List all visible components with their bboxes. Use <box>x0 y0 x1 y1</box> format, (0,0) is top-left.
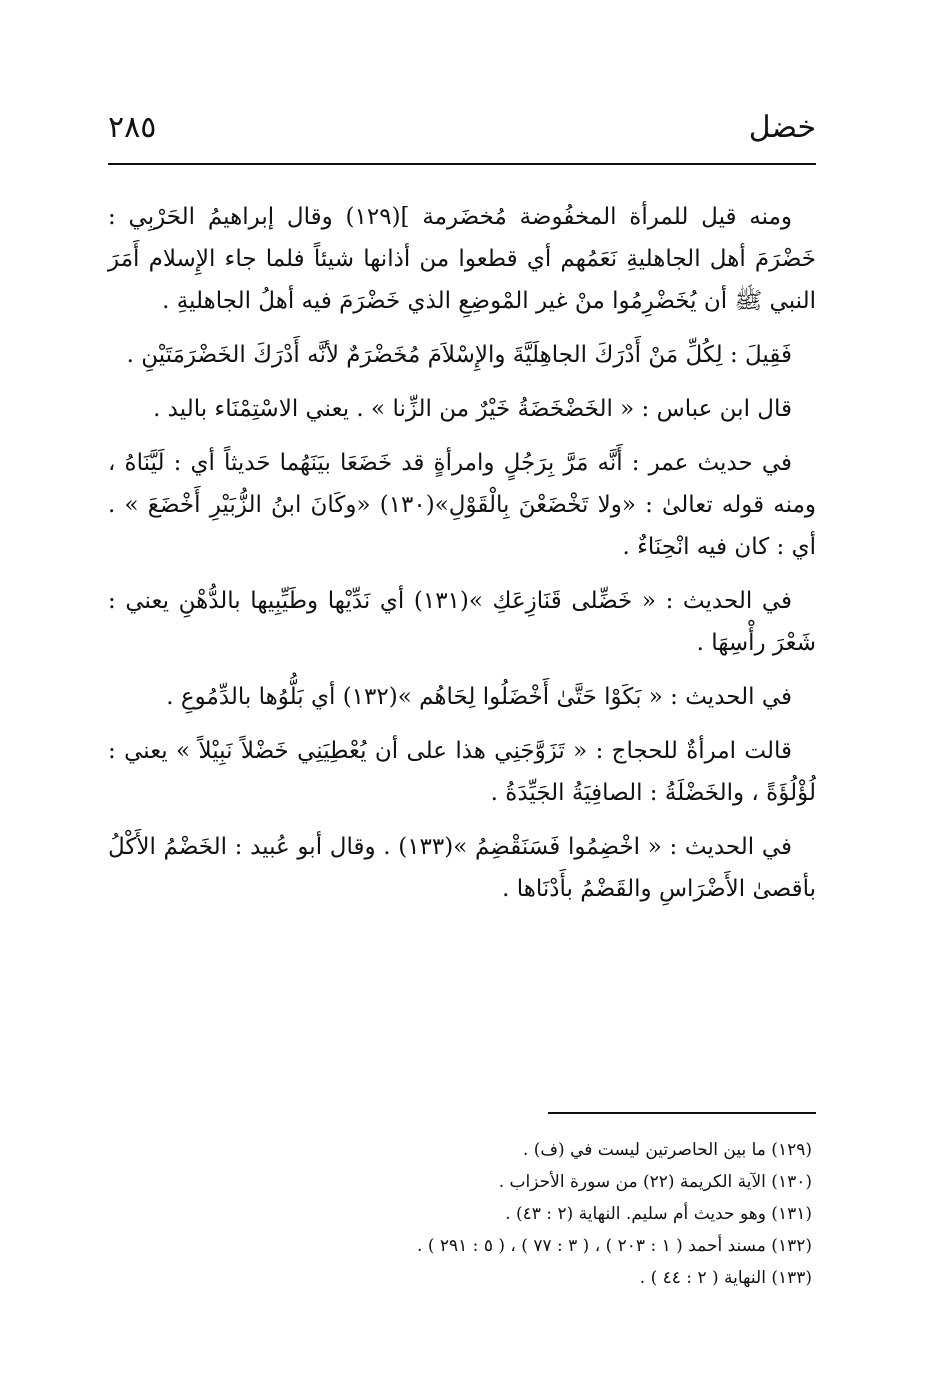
paragraph-5: في الحديث : « خَضِّلى قَنَازِعَكِ »(١٣١) أي نَدِّيْها وطَيِّبِيها بالدُّهْنِ يعني : شَعْرَ رأْسِهَا . <box>108 588 816 656</box>
footnote-133: (١٣٣) النهاية ( ٢ : ٤٤ ) . <box>639 1268 812 1288</box>
paragraph-6: في الحديث : « بَكَوْا حَتَّىٰ أَخْضَلُوا لِحَاهُم »(١٣٢) أي بَلُّوُها بالدِّمُوعِ . <box>166 684 792 710</box>
footnote-rule <box>548 1112 816 1114</box>
footnote-130: (١٣٠) الآية الكريمة (٢٢) من سورة الأحزاب . <box>498 1172 812 1192</box>
paragraph-7: قالت امرأةٌ للحجاج : « تَزَوَّجَنِي هذا على أن يُعْطِيَنِي خَضْلاً نَبِيْلاً » يعني : لُؤْلُؤَةً ، والخَضْلَةُ : الصافِيَةُ الجَيِّدَةُ . <box>108 738 816 806</box>
paragraph-1: ومنه قيل للمرأة المخفُوضة مُخضَرمة ](١٢٩) وقال إبراهيمُ الحَرْبِي : خَضْرَمَ أهل الجاهليةِ نَعَمُهم أي قطعوا من أذانها شيئاً فلما جاء الإِسلام أَمَرَ النبي ﷺ أن يُخَضْرِمُوا منْ غير المْوضِعِ الذي خَضْرَمَ فيه أهلُ الجاهليةِ . <box>108 204 816 314</box>
paragraph-3: قال ابن عباس : « الخَضْخَضَةُ خَيْرٌ من الزِّنا » . يعني الاسْتِمْنَاء باليد . <box>153 396 792 422</box>
footnote-131: (١٣١) وهو حديث أم سليم. النهاية (٢ : ٤٣) . <box>505 1204 812 1224</box>
paragraph-4: في حديث عمر : أَنَّه مَرَّ بِرَجُلٍ وامرأةٍ قد خَضَعَا بيَنَهُما حَديثاً أي : لَيَّنَاهُ ، ومنه قوله تعالىٰ : «ولا تَخْضَعْنَ بِالْقَوْلِ»(١٣٠) «وكَانَ ابنُ الزُّبَيْرِ أَخْضَعَ » . أي : كان فيه انْحِنَاءٌ . <box>108 450 816 560</box>
header-rule <box>108 163 816 165</box>
main-text <box>108 196 816 922</box>
paragraph-8: في الحديث : « اخْضِمُوا فَسَنَقْضِمُ »(١٣٣) . وقال أبو عُبيد : الخَضْمُ الأَكْلُ بأقصىٰ الأَضْرَاسِ والقَضْمُ بأَدْنَاها . <box>108 834 816 902</box>
footnotes <box>108 1134 812 1294</box>
running-head: خضل <box>748 110 816 145</box>
page-header <box>108 106 816 156</box>
paragraph-2: فَقِيلَ : لِكُلِّ مَنْ أَدْرَكَ الجاهِلَيَّةَ والإِسْلاَمَ مُخَضْرَمٌ لأنَّه أَدْرَكَ الخَضْرَمَتَيْنِ . <box>126 342 792 368</box>
footnote-129: (١٢٩) ما بين الحاصرتين ليست في (ف) . <box>522 1140 812 1160</box>
footnote-132: (١٣٢) مسند أحمد ( ١ : ٢٠٣ ) ، ( ٣ : ٧٧ ) ، ( ٥ : ٢٩١ ) . <box>417 1236 812 1256</box>
page-number: ٢٨٥ <box>108 110 157 145</box>
